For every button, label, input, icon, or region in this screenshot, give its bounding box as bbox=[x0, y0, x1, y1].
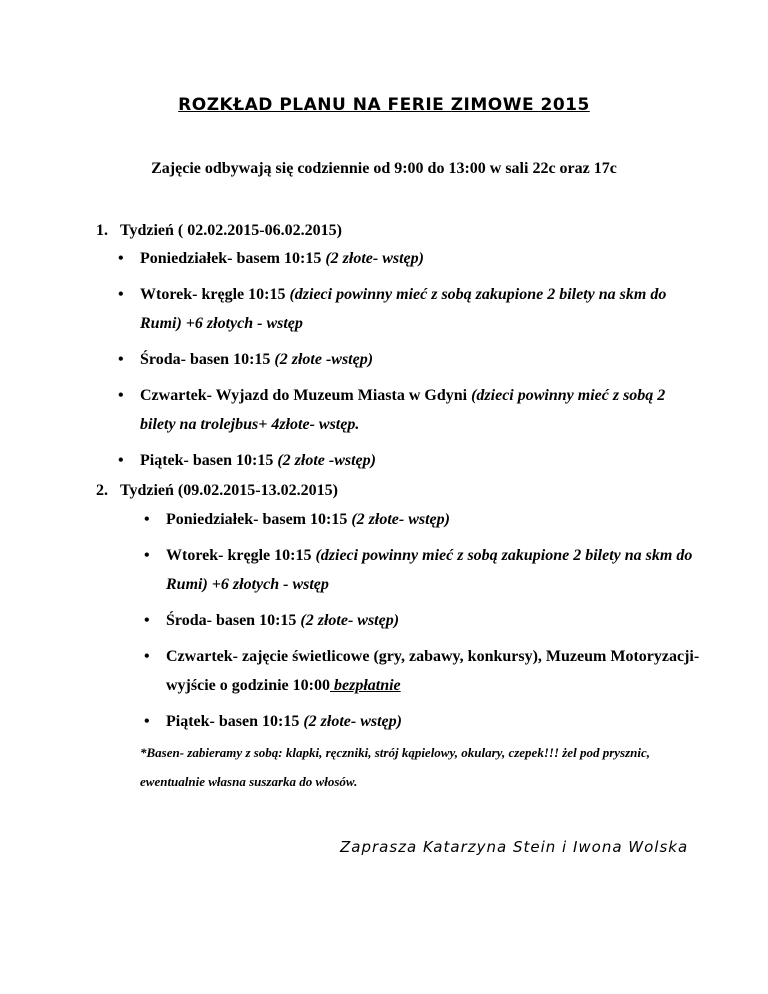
document-title: ROZKŁAD PLANU NA FERIE ZIMOWE 2015 bbox=[178, 95, 590, 115]
list-item: • Poniedziałek- basem 10:15 (2 złote- wstęp) bbox=[114, 244, 674, 273]
week-number: 1. bbox=[96, 222, 108, 239]
list-item: • Czwartek- Wyjazd do Muzeum Miasta w Gdyni (dzieci powinny mieć z sobą 2 bilety na trolejbus+ 4złote- wstęp. bbox=[114, 381, 674, 439]
bullet-icon: • bbox=[144, 612, 150, 629]
bullet-icon: • bbox=[118, 286, 124, 303]
signature: Zaprasza Katarzyna Stein i Iwona Wolska bbox=[340, 838, 689, 856]
list-item: • Poniedziałek- basem 10:15 (2 złote- wstęp) bbox=[140, 505, 700, 534]
list-item: • Czwartek- zajęcie świetlicowe (gry, zabawy, konkursy), Muzeum Motoryzacji- wyjście o godzinie 10:00 bezpłatnie bbox=[140, 642, 700, 700]
week-1-heading bbox=[96, 222, 342, 240]
bullet-icon: • bbox=[144, 713, 150, 730]
list-item: • Piątek- basen 10:15 (2 złote -wstęp) bbox=[114, 446, 674, 475]
bullet-icon: • bbox=[118, 250, 124, 267]
week-2-list bbox=[140, 505, 700, 743]
bullet-icon: • bbox=[118, 387, 124, 404]
week-label: Tydzień (09.02.2015-13.02.2015) bbox=[120, 482, 338, 499]
week-1-list bbox=[114, 244, 674, 482]
bullet-icon: • bbox=[144, 547, 150, 564]
week-label: Tydzień ( 02.02.2015-06.02.2015) bbox=[120, 222, 342, 239]
footnote: *Basen- zabieramy z sobą: klapki, ręczniki, strój kąpielowy, okulary, czepek!!! żel pod prysznic, ewentualnie własna suszarka do włosów. bbox=[140, 745, 651, 789]
list-item: • Wtorek- kręgle 10:15 (dzieci powinny mieć z sobą zakupione 2 bilety na skm do Rumi) +6 złotych - wstęp bbox=[114, 280, 674, 338]
week-2-heading bbox=[96, 482, 338, 500]
week-number: 2. bbox=[96, 482, 108, 499]
list-item: • Piątek- basen 10:15 (2 złote- wstęp) bbox=[140, 707, 700, 736]
bullet-icon: • bbox=[144, 511, 150, 528]
list-item: • Środa- basen 10:15 (2 złote- wstęp) bbox=[140, 606, 700, 635]
bullet-icon: • bbox=[118, 351, 124, 368]
bullet-icon: • bbox=[118, 452, 124, 469]
bullet-icon: • bbox=[144, 648, 150, 665]
list-item: • Środa- basen 10:15 (2 złote -wstęp) bbox=[114, 345, 674, 374]
intro-text: Zajęcie odbywają się codziennie od 9:00 do 13:00 w sali 22c oraz 17c bbox=[151, 160, 617, 177]
list-item: • Wtorek- kręgle 10:15 (dzieci powinny mieć z sobą zakupione 2 bilety na skm do Rumi) +6 złotych - wstęp bbox=[140, 541, 700, 599]
